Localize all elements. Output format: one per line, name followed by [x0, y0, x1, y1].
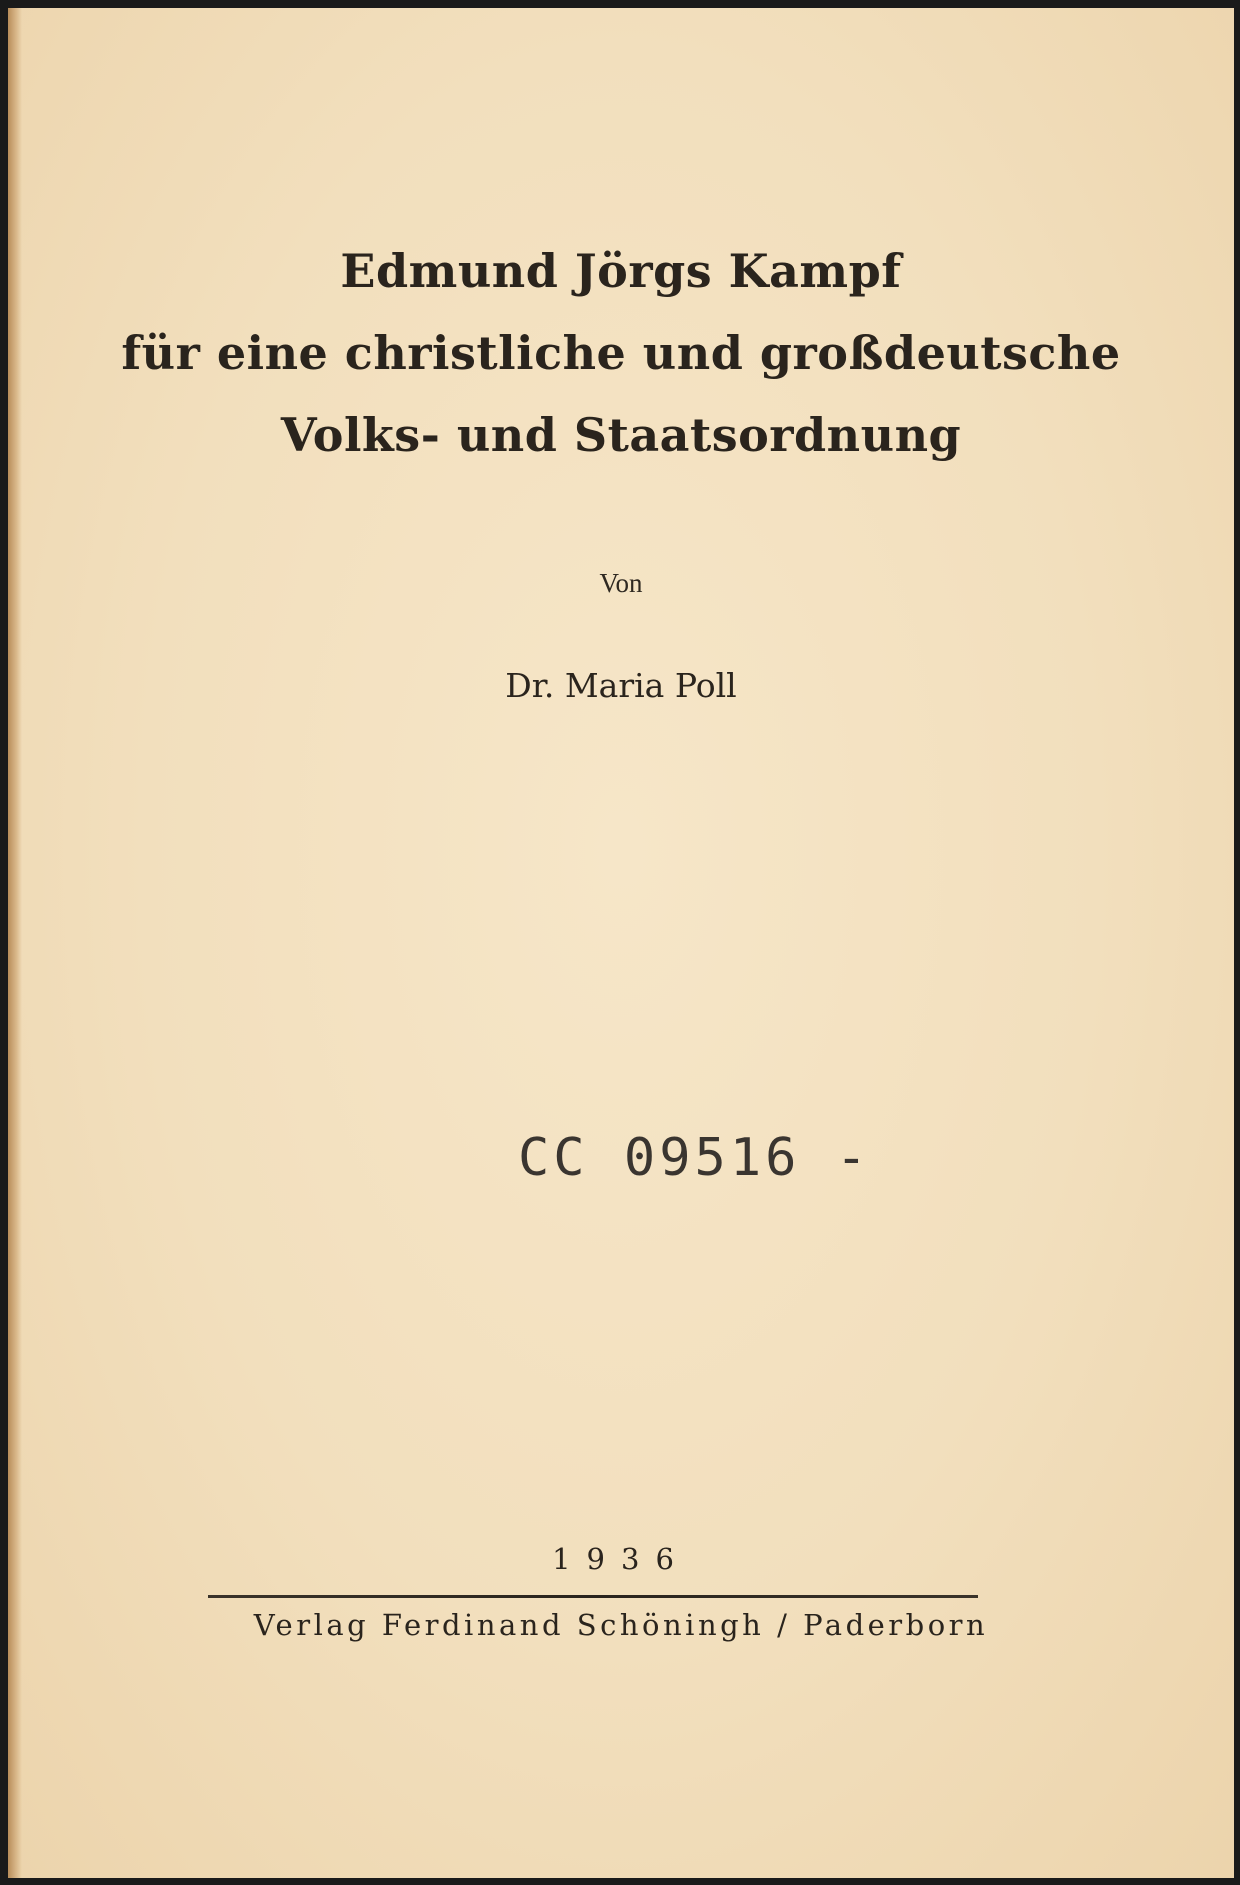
title-line-1: Edmund Jörgs Kampf [340, 244, 902, 298]
publisher-line: Verlag Ferdinand Schöningh / Paderborn [253, 1608, 989, 1642]
byline-von: Von [599, 568, 643, 598]
imprint-divider [208, 1595, 978, 1598]
author-name: Dr. Maria Poll [505, 666, 737, 705]
book-title [8, 230, 1234, 476]
book-title-page [8, 8, 1234, 1878]
catalog-stamp: CC 09516 - [518, 1128, 872, 1188]
title-line-2: für eine christliche und großdeutsche [121, 326, 1121, 380]
publication-year: 1936 [552, 1542, 690, 1576]
title-line-3: Volks- und Staatsordnung [280, 408, 962, 462]
